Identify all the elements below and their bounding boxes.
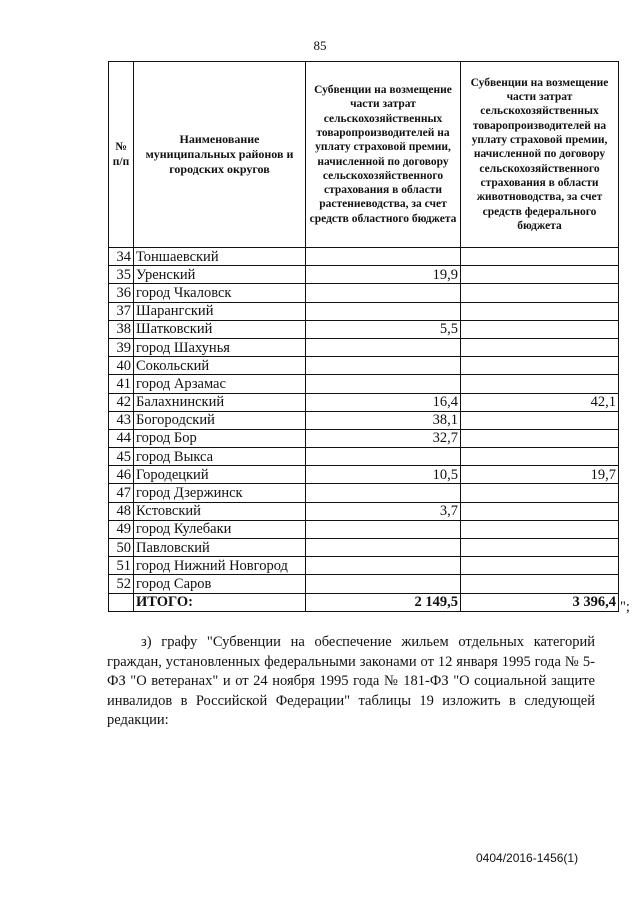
table-row [109,302,619,320]
row-livestock-value [461,539,619,557]
row-number: 50 [109,539,134,557]
row-crop-value: 5,5 [306,320,461,338]
row-municipality-name: город Чкаловск [134,284,306,302]
row-number: 47 [109,484,134,502]
table-row [109,284,619,302]
row-number: 34 [109,248,134,266]
header-crop-insurance-subsidy: Субвенции на возмещение части затрат сельскохозяйственных товаропроизводителей на уплату страховой премии, начисленной по договору сельскохозяйственного страхования в области растениеводства, за счет средств областного бюджета [306,62,461,248]
row-municipality-name: город Кулебаки [134,520,306,538]
row-crop-value: 10,5 [306,466,461,484]
row-crop-value [306,539,461,557]
row-number: 42 [109,393,134,411]
row-number: 37 [109,302,134,320]
row-crop-value: 38,1 [306,411,461,429]
row-livestock-value [461,320,619,338]
table-row [109,557,619,575]
row-municipality-name: Уренский [134,266,306,284]
row-municipality-name: Шарангский [134,302,306,320]
header-livestock-insurance-subsidy: Субвенции на возмещение части затрат сельскохозяйственных товаропроизводителей на уплату страховой премии, начисленной по договору сельскохозяйственного страхования в области животноводства, за счет средств федерального бюджета [461,62,619,248]
table-row [109,502,619,520]
row-livestock-value: 19,7 [461,466,619,484]
row-number: 43 [109,411,134,429]
row-municipality-name: Сокольский [134,357,306,375]
row-crop-value [306,302,461,320]
row-municipality-name: город Арзамас [134,375,306,393]
row-municipality-name: Богородский [134,411,306,429]
row-number: 40 [109,357,134,375]
table-row [109,520,619,538]
table-header-row [109,62,619,248]
table-row [109,484,619,502]
row-municipality-name: Городецкий [134,466,306,484]
table-footer [109,593,619,611]
closing-quote-mark: "; [620,599,630,615]
table-row [109,248,619,266]
total-number-cell [109,593,134,611]
row-livestock-value: 42,1 [461,393,619,411]
subsidies-table [108,61,619,612]
row-livestock-value [461,484,619,502]
row-livestock-value [461,375,619,393]
table-row [109,266,619,284]
row-number: 35 [109,266,134,284]
row-livestock-value [461,338,619,356]
row-crop-value: 19,9 [306,266,461,284]
row-livestock-value [461,502,619,520]
table-row [109,539,619,557]
row-number: 45 [109,448,134,466]
row-livestock-value [461,411,619,429]
row-crop-value [306,357,461,375]
page-number: 85 [313,38,327,53]
row-municipality-name: Шатковский [134,320,306,338]
row-municipality-name: Тоншаевский [134,248,306,266]
table-row [109,375,619,393]
table-row [109,448,619,466]
header-number: № п/п [109,62,134,248]
table-header [109,62,619,248]
row-livestock-value [461,520,619,538]
row-municipality-name: город Саров [134,575,306,593]
row-livestock-value [461,575,619,593]
document-code: 0404/2016-1456(1) [476,851,579,865]
table-row [109,338,619,356]
row-municipality-name: Кстовский [134,502,306,520]
row-crop-value [306,448,461,466]
row-crop-value: 3,7 [306,502,461,520]
row-municipality-name: город Бор [134,429,306,447]
row-number: 38 [109,320,134,338]
row-municipality-name: город Выкса [134,448,306,466]
row-crop-value [306,484,461,502]
table-row [109,575,619,593]
table-body [109,248,619,594]
row-crop-value: 16,4 [306,393,461,411]
row-crop-value [306,575,461,593]
row-livestock-value [461,557,619,575]
row-municipality-name: город Дзержинск [134,484,306,502]
row-number: 39 [109,338,134,356]
row-municipality-name: город Шахунья [134,338,306,356]
row-crop-value [306,557,461,575]
row-livestock-value [461,357,619,375]
subsidies-table-wrapper [108,61,619,612]
total-row [109,593,619,611]
amendment-paragraph-text: з) графу "Субвенции на обеспечение жильем отдельных категорий граждан, установленных федеральными законами от 12 января 1995 года № 5-ФЗ "О ветеранах" и от 24 ноября 1995 года № 181-ФЗ "О социальной защите инвалидов в Российской Федерации" таблицы 19 изложить в следующей редакции: [107,634,595,728]
amendment-paragraph [107,633,595,731]
row-crop-value [306,284,461,302]
header-municipality-name: Наименование муниципальных районов и городских округов [134,62,306,248]
row-municipality-name: город Нижний Новгород [134,557,306,575]
row-number: 52 [109,575,134,593]
table-row [109,411,619,429]
row-crop-value [306,248,461,266]
table-row [109,429,619,447]
row-livestock-value [461,302,619,320]
total-label: ИТОГО: [134,593,306,611]
row-crop-value [306,338,461,356]
row-number: 44 [109,429,134,447]
row-number: 51 [109,557,134,575]
row-number: 46 [109,466,134,484]
row-number: 49 [109,520,134,538]
row-livestock-value [461,429,619,447]
row-livestock-value [461,448,619,466]
row-municipality-name: Павловский [134,539,306,557]
table-row [109,320,619,338]
row-livestock-value [461,284,619,302]
row-municipality-name: Балахнинский [134,393,306,411]
total-livestock-value: 3 396,4 [461,593,619,611]
table-row [109,466,619,484]
total-crop-value: 2 149,5 [306,593,461,611]
row-livestock-value [461,266,619,284]
row-crop-value [306,375,461,393]
row-crop-value: 32,7 [306,429,461,447]
row-number: 48 [109,502,134,520]
table-row [109,357,619,375]
row-crop-value [306,520,461,538]
row-livestock-value [461,248,619,266]
row-number: 41 [109,375,134,393]
row-number: 36 [109,284,134,302]
table-row [109,393,619,411]
